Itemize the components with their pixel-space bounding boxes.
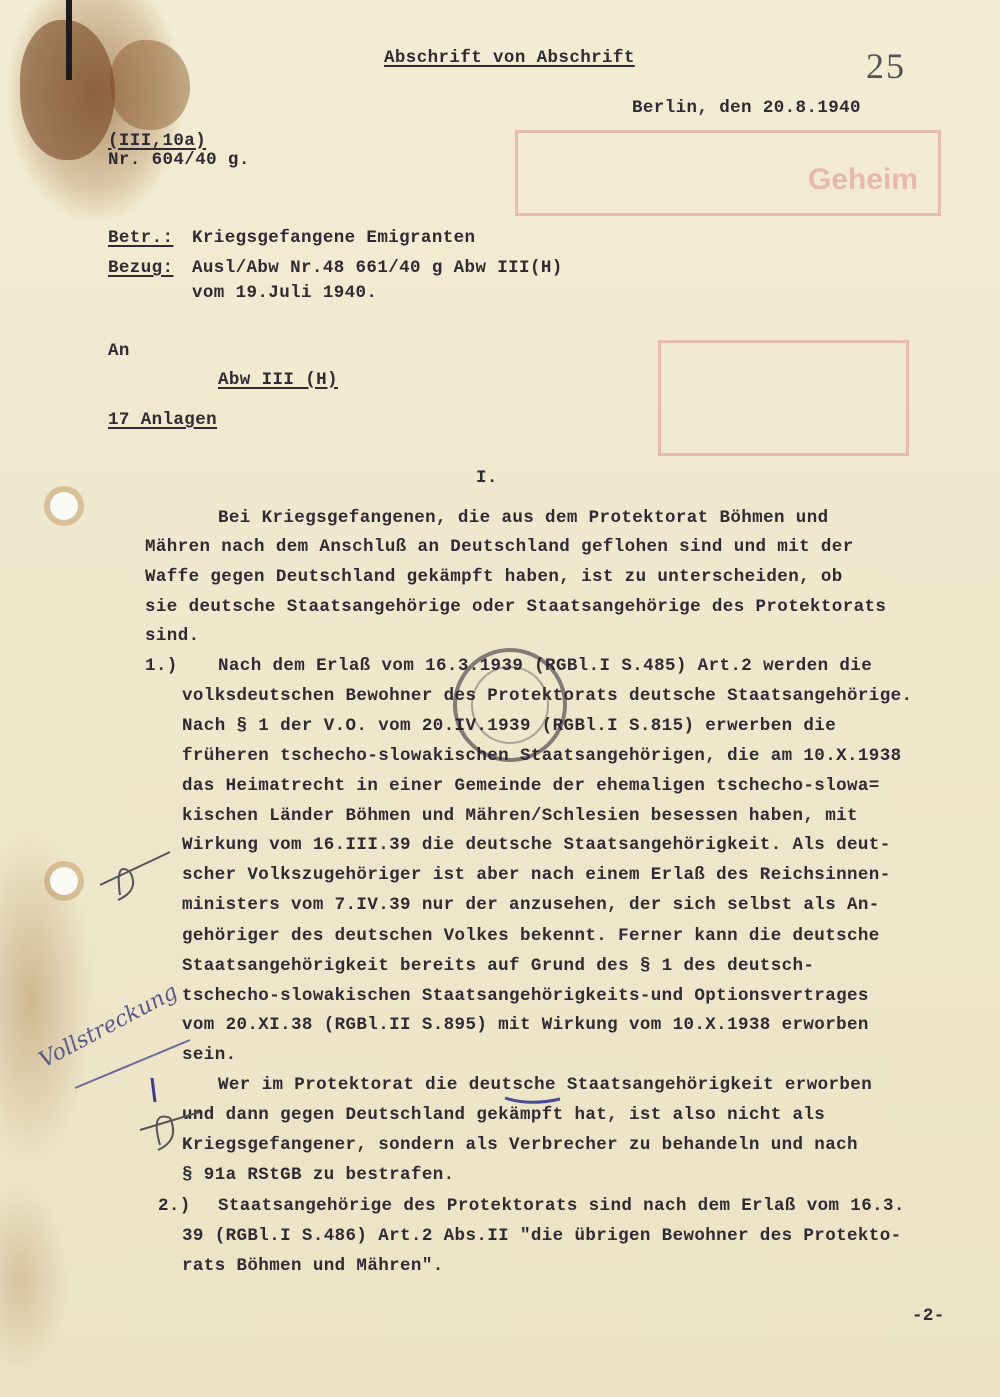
page-number: 25 [866, 46, 906, 86]
item-1-line: volksdeutschen Bewohner des Protektorats deutsche Staatsangehörige. [182, 686, 913, 706]
margin-checkmark [140, 1112, 200, 1150]
section-heading: I. [476, 468, 498, 488]
item-1-marker: 1.) [145, 656, 178, 676]
intro-line: sind. [145, 626, 200, 646]
item-1-line: sein. [182, 1045, 237, 1065]
item-2-marker: 2.) [158, 1196, 191, 1216]
margin-checkmark [100, 852, 170, 900]
item-1-line: Staatsangehörigkeit bereits auf Grund des § 1 des deutsch- [182, 956, 815, 976]
stamp-text: Geheim [807, 163, 918, 196]
item-1-para2-line: und dann gegen Deutschland gekämpft hat, ist also nicht als [182, 1105, 826, 1125]
intro-line: sie deutsche Staatsangehörige oder Staatsangehörige des Protektorats [145, 597, 887, 617]
item-1-line: Nach dem Erlaß vom 16.3.1939 (RGBl.I S.485) Art.2 werden die [218, 656, 873, 676]
recipient: Abw III (H) [218, 370, 338, 390]
item-1-line: kischen Länder Böhmen und Mähren/Schlesien besessen haben, mit [182, 806, 858, 826]
intro-line: Mähren nach dem Anschluß an Deutschland geflohen sind und mit der [145, 537, 854, 557]
an-label: An [108, 341, 130, 361]
item-1-line: scher Volkszugehöriger ist aber nach einem Erlaß des Reichsinnen- [182, 865, 891, 885]
item-1-line: tschecho-slowakischen Staatsangehörigkeits-und Optionsvertrages [182, 986, 869, 1006]
item-1-line: vom 20.XI.38 (RGBl.II S.895) mit Wirkung vom 10.X.1938 erworben [182, 1015, 869, 1035]
item-1-line: Nach § 1 der V.O. vom 20.IV.1939 (RGBl.I S.815) erwerben die [182, 716, 837, 736]
intro-line: Bei Kriegsgefangenen, die aus dem Protektorat Böhmen und [218, 508, 829, 528]
document-title: Abschrift von Abschrift [384, 48, 635, 68]
bezug-text-1: Ausl/Abw Nr.48 661/40 g Abw III(H) [192, 258, 563, 278]
intro-line: Waffe gegen Deutschland gekämpft haben, ist zu unterscheiden, ob [145, 567, 843, 587]
item-2-line: 39 (RGBl.I S.486) Art.2 Abs.II "die übrigen Bewohner des Protekto- [182, 1226, 902, 1246]
reference-line-1: (III,10a) [108, 131, 207, 151]
item-1-line: ministers vom 7.IV.39 nur der anzusehen, der sich selbst als An- [182, 895, 880, 915]
margin-bar [152, 1078, 155, 1102]
next-page-marker: -2- [912, 1306, 945, 1326]
handwritten-note: Vollstreckung [35, 979, 182, 1074]
attachments: 17 Anlagen [108, 410, 218, 430]
item-1-line: Wirkung vom 16.III.39 die deutsche Staatsangehörigkeit. Als deut- [182, 835, 891, 855]
betr-text: Kriegsgefangene Emigranten [192, 228, 476, 248]
item-2-line: Staatsangehörige des Protektorats sind nach dem Erlaß vom 16.3. [218, 1196, 905, 1216]
item-2-line: rats Böhmen und Mähren". [182, 1256, 444, 1276]
item-1-line: gehöriger des deutschen Volkes bekennt. Ferner kann die deutsche [182, 926, 880, 946]
place-date: Berlin, den 20.8.1940 [632, 98, 861, 118]
bezug-label: Bezug: [108, 258, 174, 278]
round-seal-inner [472, 667, 548, 743]
item-1-line: früheren tschecho-slowakischen Staatsangehörigen, die am 10.X.1938 [182, 746, 902, 766]
item-1-para2-line: Wer im Protektorat die deutsche Staatsangehörigkeit erworben [218, 1075, 873, 1095]
item-1-para2-line: § 91a RStGB zu bestrafen. [182, 1165, 455, 1185]
betr-label: Betr.: [108, 228, 174, 248]
bezug-text-2: vom 19.Juli 1940. [192, 283, 378, 303]
item-1-para2-line: Kriegsgefangener, sondern als Verbrecher zu behandeln und nach [182, 1135, 858, 1155]
item-1-line: das Heimatrecht in einer Gemeinde der ehemaligen tschecho-slowa= [182, 776, 880, 796]
underline-mark [505, 1098, 560, 1102]
reference-line-2: Nr. 604/40 g. [108, 150, 250, 170]
